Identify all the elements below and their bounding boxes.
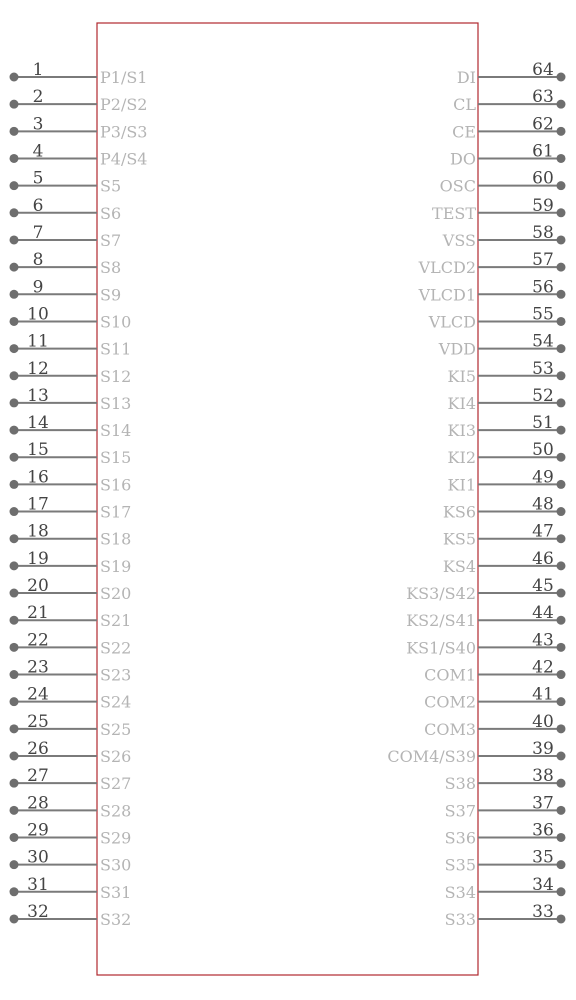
pin-endpoint-dot xyxy=(557,208,566,217)
pin-number: 61 xyxy=(532,141,554,162)
pin-5 xyxy=(10,169,122,196)
pin-endpoint-dot xyxy=(557,344,566,353)
pin-endpoint-dot xyxy=(557,290,566,299)
pin-name: S5 xyxy=(100,176,122,196)
pin-64 xyxy=(457,60,566,87)
pin-number: 23 xyxy=(27,657,49,678)
pin-name: KS5 xyxy=(442,529,476,549)
pin-number: 62 xyxy=(532,114,554,135)
pin-endpoint-dot xyxy=(10,344,19,353)
pin-number: 30 xyxy=(27,847,49,868)
pin-name: S31 xyxy=(100,882,132,902)
pin-endpoint-dot xyxy=(10,73,19,82)
pin-number: 21 xyxy=(27,603,49,624)
pin-number: 22 xyxy=(27,630,49,651)
pin-number: 59 xyxy=(532,195,554,216)
pin-29 xyxy=(10,820,132,847)
pin-name: KS2/S41 xyxy=(406,611,476,631)
pin-name: S17 xyxy=(100,502,132,522)
pin-endpoint-dot xyxy=(557,616,566,625)
pin-number: 32 xyxy=(27,901,49,922)
pin-name: S15 xyxy=(100,448,132,468)
pin-number: 48 xyxy=(532,494,554,515)
pin-name: S18 xyxy=(100,529,132,549)
pin-endpoint-dot xyxy=(557,453,566,462)
pin-endpoint-dot xyxy=(10,398,19,407)
pin-number: 44 xyxy=(532,603,554,624)
pin-name: P1/S1 xyxy=(100,68,148,87)
pin-endpoint-dot xyxy=(10,643,19,652)
pin-8 xyxy=(10,250,122,277)
pin-endpoint-dot xyxy=(10,833,19,842)
pin-17 xyxy=(10,495,132,522)
pin-endpoint-dot xyxy=(557,860,566,869)
pin-4 xyxy=(10,141,148,168)
pin-6 xyxy=(10,196,122,223)
pin-name: TEST xyxy=(432,203,476,223)
pin-45 xyxy=(406,576,565,603)
pin-number: 42 xyxy=(532,657,554,678)
pin-44 xyxy=(406,603,565,630)
pin-name: S32 xyxy=(100,909,132,929)
pin-52 xyxy=(448,386,566,413)
pin-number: 40 xyxy=(532,711,554,732)
pin-endpoint-dot xyxy=(10,534,19,543)
pin-21 xyxy=(10,603,132,630)
pin-name: S24 xyxy=(100,692,132,712)
pin-endpoint-dot xyxy=(557,371,566,380)
pin-name: KS1/S40 xyxy=(406,638,476,658)
pin-endpoint-dot xyxy=(557,507,566,516)
pin-name: COM3 xyxy=(424,719,476,739)
pin-name: S23 xyxy=(100,665,132,685)
pin-endpoint-dot xyxy=(10,860,19,869)
pin-name: VLCD2 xyxy=(418,258,476,278)
pin-43 xyxy=(406,630,565,657)
pin-22 xyxy=(10,630,132,657)
pin-endpoint-dot xyxy=(10,235,19,244)
pin-number: 41 xyxy=(532,684,554,705)
pin-33 xyxy=(445,902,566,929)
pin-endpoint-dot xyxy=(10,181,19,190)
pin-13 xyxy=(10,386,132,413)
pin-53 xyxy=(448,359,566,386)
pin-name: KS6 xyxy=(442,502,476,522)
left-pin-group xyxy=(10,60,148,929)
pin-number: 3 xyxy=(32,114,44,135)
pin-endpoint-dot xyxy=(557,724,566,733)
pin-name: S14 xyxy=(100,421,132,441)
pin-number: 51 xyxy=(532,413,554,434)
pin-name: CL xyxy=(453,95,476,115)
pin-56 xyxy=(418,277,566,304)
pin-58 xyxy=(442,223,566,250)
pin-number: 24 xyxy=(27,684,49,705)
pin-name: S27 xyxy=(100,774,132,794)
pin-endpoint-dot xyxy=(557,235,566,244)
pin-endpoint-dot xyxy=(10,426,19,435)
pin-endpoint-dot xyxy=(557,317,566,326)
pin-name: S33 xyxy=(444,909,476,929)
pin-endpoint-dot xyxy=(557,534,566,543)
pin-24 xyxy=(10,685,132,712)
pin-endpoint-dot xyxy=(557,561,566,570)
pin-endpoint-dot xyxy=(557,589,566,598)
pin-endpoint-dot xyxy=(10,589,19,598)
pin-number: 50 xyxy=(532,440,554,461)
pin-number: 39 xyxy=(532,739,554,759)
pin-number: 26 xyxy=(27,739,49,759)
pin-name: S35 xyxy=(444,855,476,875)
pin-47 xyxy=(443,522,566,549)
pin-51 xyxy=(448,413,566,440)
pin-name: S10 xyxy=(100,312,132,332)
pin-number: 2 xyxy=(32,87,44,108)
pin-number: 64 xyxy=(532,60,554,80)
pin-number: 49 xyxy=(532,467,554,488)
pin-number: 27 xyxy=(27,766,49,787)
pin-36 xyxy=(445,820,566,847)
pin-38 xyxy=(445,766,566,793)
pin-name: OSC xyxy=(439,176,476,196)
pin-name: VLCD1 xyxy=(418,285,476,305)
pin-endpoint-dot xyxy=(10,154,19,163)
pin-number: 33 xyxy=(532,901,554,922)
pin-name: KI3 xyxy=(447,421,476,441)
pin-endpoint-dot xyxy=(10,317,19,326)
pin-40 xyxy=(424,712,565,739)
pin-name: S6 xyxy=(100,203,122,223)
pin-18 xyxy=(10,522,132,549)
right-pin-group xyxy=(387,60,565,929)
pin-9 xyxy=(10,277,122,304)
pin-endpoint-dot xyxy=(10,887,19,896)
pin-endpoint-dot xyxy=(557,480,566,489)
pin-55 xyxy=(428,304,566,331)
pin-name: KI2 xyxy=(447,448,476,468)
pin-number: 45 xyxy=(532,576,554,597)
pin-name: VDD xyxy=(438,339,476,359)
pin-name: S28 xyxy=(100,801,132,821)
pin-32 xyxy=(10,902,132,929)
pin-31 xyxy=(10,875,132,902)
pin-endpoint-dot xyxy=(557,73,566,82)
pin-28 xyxy=(10,793,132,820)
pin-endpoint-dot xyxy=(557,127,566,136)
pin-number: 43 xyxy=(532,630,554,651)
pin-name: S8 xyxy=(100,258,122,278)
pin-number: 53 xyxy=(532,358,554,379)
pin-number: 6 xyxy=(32,195,44,216)
pin-number: 54 xyxy=(532,331,554,352)
pin-15 xyxy=(10,440,132,467)
pin-19 xyxy=(10,549,132,576)
pin-number: 58 xyxy=(532,222,554,243)
pin-46 xyxy=(443,549,566,576)
pin-7 xyxy=(10,223,122,250)
pin-14 xyxy=(10,413,132,440)
pin-name: KI1 xyxy=(447,475,476,495)
pin-endpoint-dot xyxy=(10,480,19,489)
pin-name: S30 xyxy=(100,855,132,875)
pin-1 xyxy=(10,60,148,87)
pin-endpoint-dot xyxy=(557,752,566,761)
pin-name: S37 xyxy=(444,801,476,821)
pin-name: S21 xyxy=(100,611,132,631)
pin-endpoint-dot xyxy=(10,616,19,625)
pin-endpoint-dot xyxy=(10,453,19,462)
pin-endpoint-dot xyxy=(10,806,19,815)
pin-endpoint-dot xyxy=(557,100,566,109)
pin-number: 56 xyxy=(532,277,554,298)
pin-63 xyxy=(453,87,565,114)
pin-endpoint-dot xyxy=(557,263,566,272)
pin-20 xyxy=(10,576,132,603)
pin-name: P4/S4 xyxy=(100,149,148,169)
pin-number: 10 xyxy=(27,304,49,325)
pin-endpoint-dot xyxy=(10,100,19,109)
pin-number: 63 xyxy=(532,87,554,108)
pin-name: S22 xyxy=(100,638,132,658)
pin-endpoint-dot xyxy=(557,154,566,163)
pin-name: VSS xyxy=(442,230,476,250)
pin-endpoint-dot xyxy=(10,724,19,733)
pin-name: COM1 xyxy=(424,665,476,685)
pin-number: 60 xyxy=(532,168,554,189)
pin-name: COM2 xyxy=(424,692,476,712)
pin-endpoint-dot xyxy=(10,127,19,136)
pin-number: 47 xyxy=(532,521,554,542)
pin-number: 8 xyxy=(32,250,44,271)
pin-37 xyxy=(445,793,566,820)
pin-number: 28 xyxy=(27,793,49,814)
pin-number: 57 xyxy=(532,250,554,271)
pin-endpoint-dot xyxy=(557,643,566,652)
pin-10 xyxy=(10,304,132,331)
pin-number: 5 xyxy=(32,168,44,189)
pin-endpoint-dot xyxy=(10,779,19,788)
pin-name: S9 xyxy=(100,285,122,305)
pin-endpoint-dot xyxy=(10,507,19,516)
pin-name: KS4 xyxy=(442,556,476,576)
pin-number: 13 xyxy=(27,385,49,406)
pin-number: 12 xyxy=(27,358,49,379)
pin-endpoint-dot xyxy=(557,806,566,815)
pin-name: COM4/S39 xyxy=(387,747,476,766)
pin-27 xyxy=(10,766,132,793)
pin-number: 18 xyxy=(27,521,49,542)
pin-name: S20 xyxy=(100,584,132,604)
pin-number: 19 xyxy=(27,548,49,569)
pin-number: 15 xyxy=(27,440,49,461)
pin-50 xyxy=(448,440,566,467)
pin-name: S12 xyxy=(100,366,132,386)
pin-62 xyxy=(452,114,565,141)
pin-number: 25 xyxy=(27,711,49,732)
pin-name: S25 xyxy=(100,719,132,739)
pin-25 xyxy=(10,712,132,739)
pin-name: S11 xyxy=(100,339,132,359)
pin-name: P2/S2 xyxy=(100,95,148,115)
pin-number: 20 xyxy=(27,576,49,597)
pin-name: S7 xyxy=(100,230,122,250)
pin-endpoint-dot xyxy=(557,181,566,190)
pin-endpoint-dot xyxy=(557,398,566,407)
pin-59 xyxy=(432,196,565,223)
pin-39 xyxy=(387,739,565,766)
pin-endpoint-dot xyxy=(557,779,566,788)
pin-name: P3/S3 xyxy=(100,122,148,142)
pin-54 xyxy=(438,332,566,359)
pin-endpoint-dot xyxy=(557,914,566,923)
pin-60 xyxy=(440,169,566,196)
pin-11 xyxy=(10,332,132,359)
pin-endpoint-dot xyxy=(557,887,566,896)
pin-35 xyxy=(445,848,566,875)
pin-23 xyxy=(10,658,132,685)
pin-number: 38 xyxy=(532,766,554,787)
pin-2 xyxy=(10,87,148,114)
pin-name: S19 xyxy=(100,556,132,576)
pin-number: 52 xyxy=(532,385,554,406)
pin-number: 9 xyxy=(32,277,44,298)
pin-name: S38 xyxy=(444,774,476,794)
pin-12 xyxy=(10,359,132,386)
pin-name: S16 xyxy=(100,475,132,495)
pin-30 xyxy=(10,848,132,875)
pin-endpoint-dot xyxy=(10,371,19,380)
pin-number: 34 xyxy=(532,874,554,895)
pin-endpoint-dot xyxy=(10,290,19,299)
pin-number: 17 xyxy=(27,494,49,515)
pin-endpoint-dot xyxy=(557,426,566,435)
pin-name: KI4 xyxy=(447,393,476,413)
pin-number: 16 xyxy=(27,467,49,488)
pin-number: 1 xyxy=(32,60,44,80)
pin-3 xyxy=(10,114,148,141)
pin-name: S34 xyxy=(444,882,476,902)
pin-name: KI5 xyxy=(447,366,476,386)
pin-endpoint-dot xyxy=(557,697,566,706)
pin-26 xyxy=(10,739,132,766)
pin-endpoint-dot xyxy=(10,697,19,706)
pin-number: 35 xyxy=(532,847,554,868)
pin-name: S36 xyxy=(444,828,476,848)
pin-name: S13 xyxy=(100,393,132,413)
pin-endpoint-dot xyxy=(10,561,19,570)
pin-number: 31 xyxy=(27,874,49,895)
ic-body-outline xyxy=(97,23,478,975)
pin-endpoint-dot xyxy=(10,914,19,923)
pin-61 xyxy=(450,141,565,168)
pin-endpoint-dot xyxy=(557,833,566,842)
pin-endpoint-dot xyxy=(10,263,19,272)
pin-endpoint-dot xyxy=(10,752,19,761)
pin-49 xyxy=(448,467,566,494)
pin-number: 14 xyxy=(27,413,49,434)
pin-number: 37 xyxy=(532,793,554,814)
pin-endpoint-dot xyxy=(10,670,19,679)
pin-number: 11 xyxy=(27,331,49,352)
pin-number: 7 xyxy=(32,222,44,243)
pin-name: S26 xyxy=(100,747,132,766)
pin-number: 4 xyxy=(32,141,44,162)
pin-name: KS3/S42 xyxy=(406,584,476,604)
pin-34 xyxy=(445,875,566,902)
pin-name: S29 xyxy=(100,828,132,848)
pin-endpoint-dot xyxy=(557,670,566,679)
pin-number: 46 xyxy=(532,548,554,569)
pin-48 xyxy=(443,495,566,522)
pin-number: 36 xyxy=(532,820,554,841)
pin-name: DI xyxy=(456,68,476,87)
pin-41 xyxy=(424,685,565,712)
pin-name: VLCD xyxy=(428,312,476,332)
pin-number: 55 xyxy=(532,304,554,325)
pin-42 xyxy=(424,658,565,685)
pin-number: 29 xyxy=(27,820,49,841)
pin-name: CE xyxy=(452,122,476,142)
pin-16 xyxy=(10,467,132,494)
pin-name: DO xyxy=(450,149,476,169)
pin-endpoint-dot xyxy=(10,208,19,217)
pin-57 xyxy=(418,250,566,277)
